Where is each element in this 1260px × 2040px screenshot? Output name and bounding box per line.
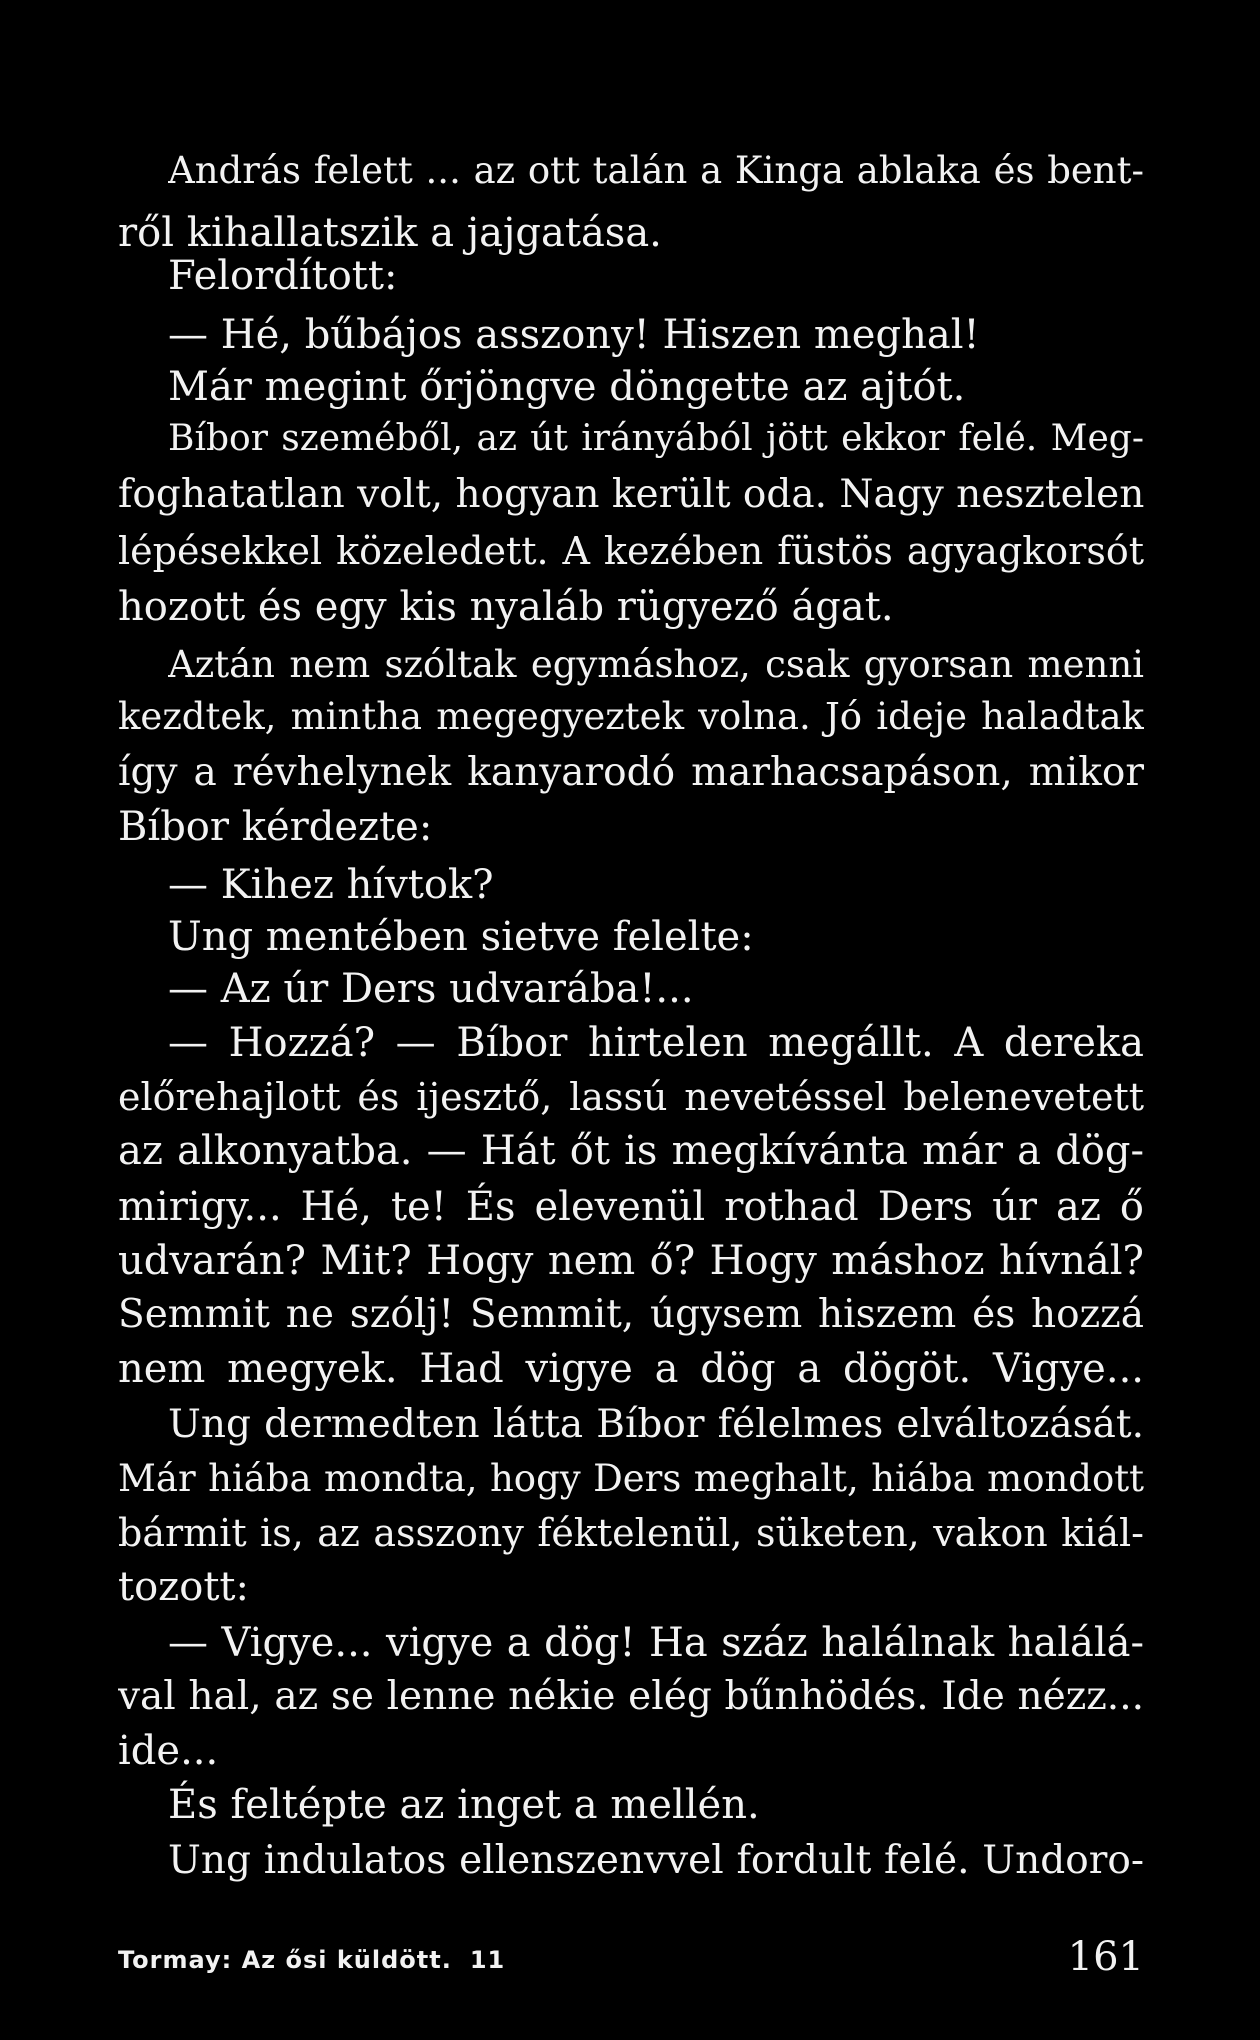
text-line: Bíbor szeméből, az út irányából jött ekkor felé. Meg- [168, 418, 1144, 459]
text-line: bármit is, az asszony féktelenül, süketen, vakon kiál- [118, 1511, 1144, 1555]
text-line: Bíbor kérdezte: [118, 804, 433, 850]
text-line: lépésekkel közeledett. A kezében füstös agyagkorsót [118, 529, 1144, 573]
text-line: Semmit ne szólj! Semmit, úgysem hiszem és hozzá [118, 1292, 1144, 1337]
page-footer [118, 1932, 1144, 1982]
text-line: ide... [118, 1728, 219, 1774]
text-line: így a révhelynek kanyarodó marhacsapáson, mikor [118, 750, 1144, 795]
text-line: Ung indulatos ellenszenvvel fordult felé. Undoro- [168, 1838, 1144, 1883]
text-line: ről kihallatszik a jajgatása. [118, 210, 662, 256]
page-number: 161 [1067, 1934, 1144, 1980]
signature-number: 11 [469, 1946, 506, 1974]
printer-signature [118, 1946, 505, 1974]
text-line: És feltépte az inget a mellén. [168, 1782, 760, 1828]
text-line: András felett ... az ott talán a Kinga ablaka és bent- [168, 149, 1144, 192]
text-line: Aztán nem szóltak egymáshoz, csak gyorsan menni [168, 643, 1144, 686]
text-line: — Kihez hívtok? [168, 862, 494, 908]
text-line: val hal, az se lenne nékie elég bűnhödés. Ide nézz... [118, 1674, 1144, 1719]
text-line: Már megint őrjöngve döngette az ajtót. [168, 364, 966, 410]
text-line: Már hiába mondta, hogy Ders meghalt, hiába mondott [118, 1457, 1144, 1500]
text-line: — Hé, bűbájos asszony! Hiszen meghal! [168, 312, 980, 358]
text-line: mirigy... Hé, te! És elevenül rothad Ders úr az ő [118, 1184, 1144, 1230]
text-line: tozott: [118, 1564, 249, 1610]
text-line: nem megyek. Had vigye a dög a dögöt. Vigye... [118, 1346, 1144, 1392]
text-line: az alkonyatba. — Hát őt is megkívánta már a dög- [118, 1128, 1144, 1174]
text-line: udvarán? Mit? Hogy nem ő? Hogy máshoz hívnál? [118, 1238, 1144, 1284]
text-line: — Az úr Ders udvarába!... [168, 966, 694, 1012]
text-line: — Vigye... vigye a dög! Ha száz halálnak halálá- [168, 1620, 1144, 1666]
text-line: foghatatlan volt, hogyan került oda. Nagy nesztelen [118, 472, 1144, 517]
text-line: előrehajlott és ijesztő, lassú nevetéssel belenevetett [118, 1075, 1144, 1119]
text-line: Ung dermedten látta Bíbor félelmes elváltozását. [168, 1402, 1144, 1447]
signature-text: Tormay: Az ősi küldött. [118, 1946, 452, 1974]
text-line: Ung mentében sietve felelte: [168, 914, 754, 960]
text-line: kezdtek, mintha megegyeztek volna. Jó ideje haladtak [118, 695, 1144, 738]
text-line: — Hozzá? — Bíbor hirtelen megállt. A dereka [168, 1020, 1144, 1066]
text-line: hozott és egy kis nyaláb rügyező ágat. [118, 584, 894, 630]
text-line: Felordított: [168, 253, 398, 299]
